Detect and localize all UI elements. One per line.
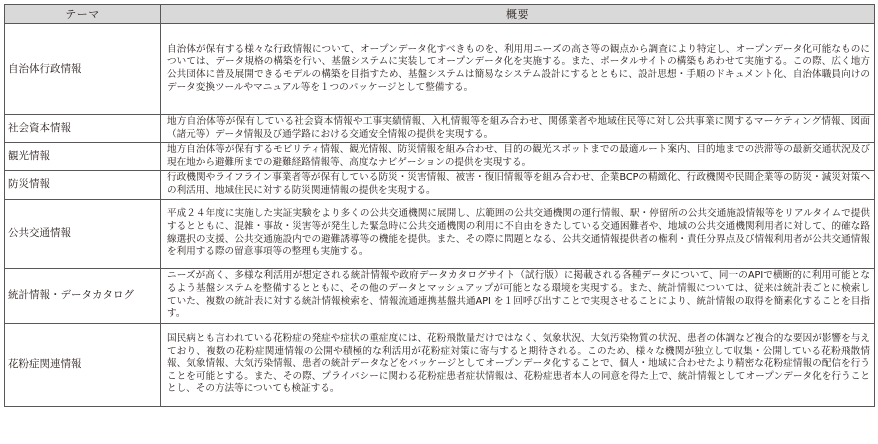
table-row <box>5 115 875 143</box>
row-summary: 国民病とも言われている花粉症の発症や症状の重症度には、花粉飛散量だけではなく、気象状況、大気汚染物質の状況、患者の体調など複合的な要因が影響を与えており、複数の花粉症関連情報の公開や積極的な利活用が花粉症対策に寄与すると期待される。このため、様々な機関が独立して収集・公開している花粉飛散情報、気象情報、大気汚染情報、患者の統計データなどをパッケージとしてオープンデータ化することで、個人・地域に合わせたより精密な花粉症情報の配信を行うことを可能とする。また、その際、プライバシーに関わる花粉症患者症状情報は、花粉症患者本人の同意を得た上で、統計情報としてオープンデータ化を行うこととし、その方法等についても検証する。 <box>161 323 875 406</box>
table-row <box>5 199 875 268</box>
row-theme: 花粉症関連情報 <box>5 323 161 406</box>
header-theme: テーマ <box>5 5 161 24</box>
table-row <box>5 24 875 115</box>
row-theme: 統計情報・データカタログ <box>5 268 161 323</box>
row-summary: 自治体が保有する様々な行政情報について、オープンデータ化すべきものを、利用用ニーズの高さ等の観点から調査により特定し、オープンデータ化可能なものについては、データ規格の構築を行い、基盤システムに実装してオープンデータ化を実施する。また、ポータルサイトの構築もあわせて実施する。この際、広く地方公共団体に普及展開できるモデルの構築を目指すため、基盤システムは簡易なシステム設計にするとともに、設計思想・手順のドキュメント化、自治体職員向けのデータ変換ツールやマニュアル等を１つのパッケージとして整備する。 <box>161 24 875 115</box>
header-summary: 概要 <box>161 5 875 24</box>
row-summary: 行政機関やライフライン事業者等が保有している防災・災害情報、被害・復旧情報等を組み合わせ、企業BCPの精緻化、行政機関や民間企業等の防災・減災対策への利活用、地域住民に対する防災関連情報の提供を実現する。 <box>161 171 875 199</box>
row-summary: 地方自治体等が保有するモビリティ情報、観光情報、防災情報を組み合わせ、目的の観光スポットまでの最適ルート案内、目的地までの渋滞等の最新交通状況及び現在地から避難所までの避難経路情報等、高度なナビゲーションの提供を実現する。 <box>161 143 875 171</box>
table-header-row <box>5 5 875 24</box>
row-summary: 地方自治体等が保有している社会資本情報や工事実績情報、入札情報等を組み合わせ、関係業者や地域住民等に対し公共事業に関するマーケティング情報、図面（諸元等）データ情報及び通学路における交通安全情報の提供を実現する。 <box>161 115 875 143</box>
row-theme: 公共交通情報 <box>5 199 161 268</box>
row-theme: 自治体行政情報 <box>5 24 161 115</box>
table-row <box>5 171 875 199</box>
table-row <box>5 268 875 323</box>
row-summary: 平成２４年度に実施した実証実験をより多くの公共交通機関に展開し、広範囲の公共交通機関の運行情報、駅・停留所の公共交通施設情報等をリアルタイムで提供するとともに、混雑・事故・災害等が発生した緊急時に公共交通機関の利用に不自由をきたしている交通困難者や、地域の公共交通機関利用者に対して、的確な路線選択の支援、公共交通施設内での避難誘導等の機能を提供。また、その際に問題となる、公共交通情報提供者の権利・責任分界点及び情報利用者が公共交通情報を利用する際の留意事項等の整理も実施する。 <box>161 199 875 268</box>
table-row <box>5 143 875 171</box>
row-theme: 社会資本情報 <box>5 115 161 143</box>
theme-summary-table-container <box>4 4 874 407</box>
row-summary: ニーズが高く、多様な利活用が想定される統計情報や政府データカタログサイト（試行版）に掲載される各種データについて、同一のAPIで横断的に利用可能となるよう基盤システムを整備するとともに、その他のデータとマッシュアップが可能となる環境を実現する。また、統計情報については、従来は統計表ごとに検索していた、複数の統計表に対する統計情報検索を、情報流通連携基盤共通API を１回呼び出すことで実現させることにより、統計情報の取得を簡素化することを目指す。 <box>161 268 875 323</box>
theme-summary-table <box>4 4 875 407</box>
row-theme: 防災情報 <box>5 171 161 199</box>
row-theme: 観光情報 <box>5 143 161 171</box>
table-row <box>5 323 875 406</box>
